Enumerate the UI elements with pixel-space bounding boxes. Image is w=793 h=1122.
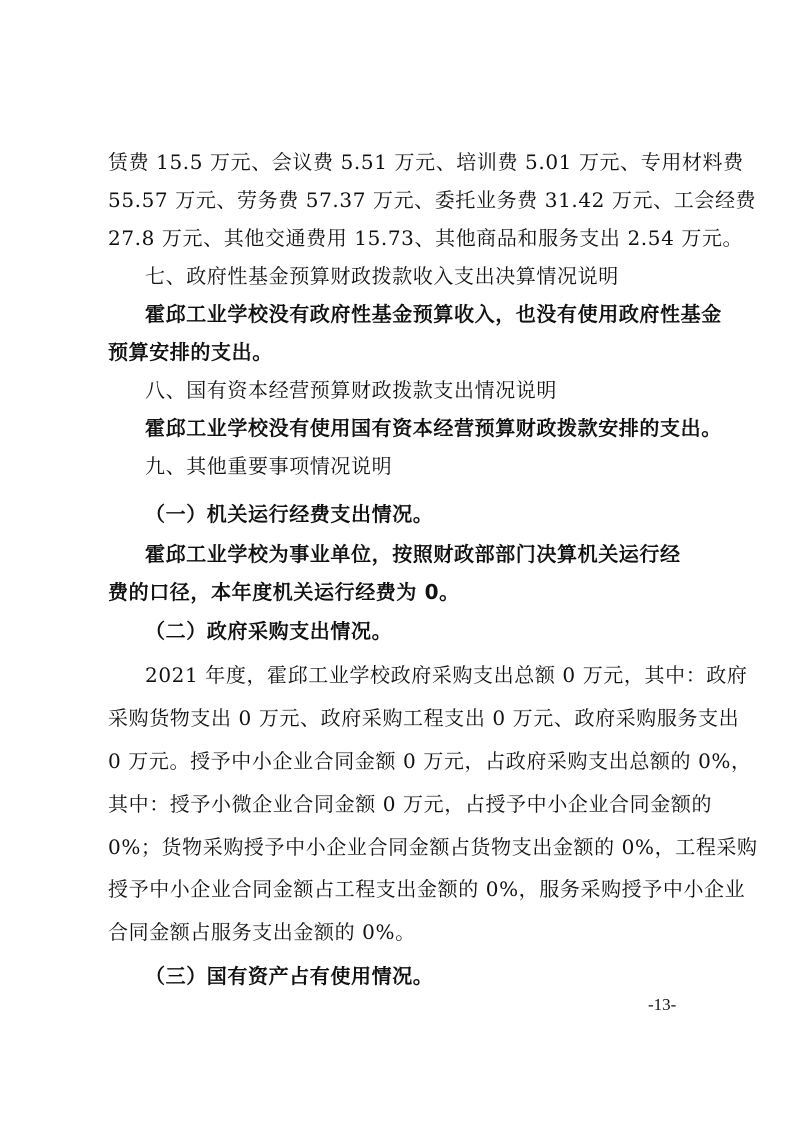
text-line: 费的口径，本年度机关运行经费为 0。: [108, 580, 460, 604]
section-heading-8: 八、国有资本经营预算财政拨款支出情况说明: [145, 378, 557, 402]
text-line: 0 万元。授予中小企业合同金额 0 万元，占政府采购支出总额的 0%，: [108, 749, 752, 773]
section-heading-9: 九、其他重要事项情况说明: [145, 454, 393, 478]
text-line: 27.8 万元、其他交通费用 15.73、其他商品和服务支出 2.54 万元。: [108, 226, 744, 250]
text-line: 霍邱工业学校没有政府性基金预算收入，也没有使用政府性基金: [145, 302, 722, 326]
text-line: 合同金额占服务支出金额的 0%。: [108, 920, 416, 944]
page-number: -13-: [648, 995, 677, 1014]
text-line: 霍邱工业学校为事业单位，按照财政部部门决算机关运行经: [145, 542, 681, 566]
subsection-heading: （一）机关运行经费支出情况。: [145, 502, 434, 526]
text-line: 预算安排的支出。: [108, 340, 273, 364]
text-line: 2021 年度，霍邱工业学校政府采购支出总额 0 万元，其中：政府: [145, 663, 748, 687]
text-line: 55.57 万元、劳务费 57.37 万元、委托业务费 31.42 万元、工会经费: [108, 188, 757, 212]
subsection-heading: （二）政府采购支出情况。: [145, 619, 393, 643]
text-line: 赁费 15.5 万元、会议费 5.51 万元、培训费 5.01 万元、专用材料费: [108, 150, 744, 174]
text-line: 霍邱工业学校没有使用国有资本经营预算财政拨款安排的支出。: [145, 416, 722, 440]
text-line: 采购货物支出 0 万元、政府采购工程支出 0 万元、政府采购服务支出: [108, 706, 740, 730]
subsection-heading: （三）国有资产占有使用情况。: [145, 964, 434, 988]
text-line: 0%；货物采购授予中小企业合同金额占货物支出金额的 0%，工程采购: [108, 835, 758, 859]
section-heading-7: 七、政府性基金预算财政拨款收入支出决算情况说明: [145, 264, 619, 288]
text-line: 授予中小企业合同金额占工程支出金额的 0%，服务采购授予中小企业: [108, 877, 746, 901]
text-line: 其中：授予小微企业合同金额 0 万元，占授予中小企业合同金额的: [108, 792, 713, 816]
